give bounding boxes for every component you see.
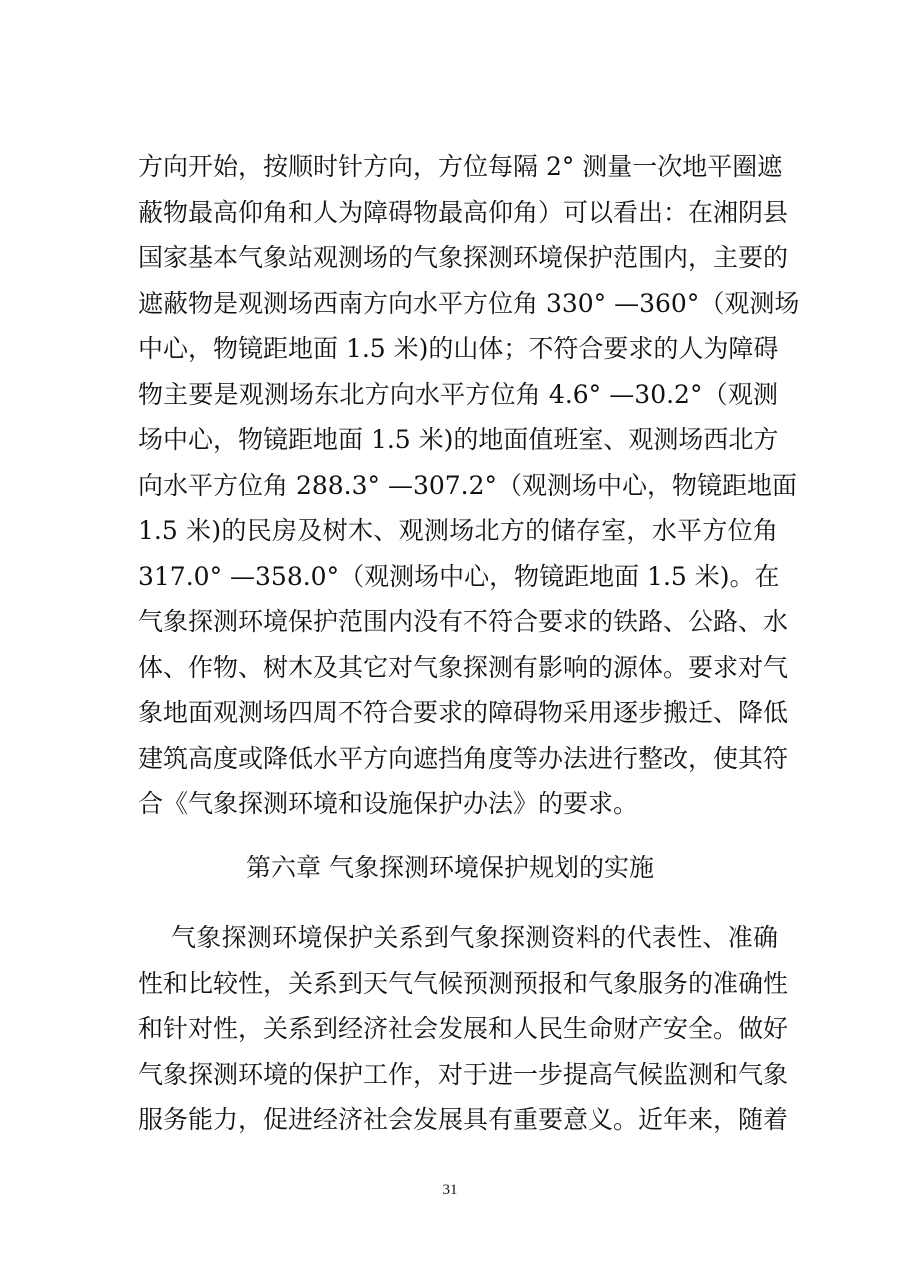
paragraph-line: 体、作物、树木及其它对气象探测有影响的源体。要求对气 (138, 652, 789, 682)
paragraph-line: 物主要是观测场东北方向水平方位角 4.6° —30.2°（观测 (138, 379, 778, 409)
paragraph-line: 遮蔽物是观测场西南方向水平方位角 330° —360°（观测场 (138, 288, 800, 318)
paragraph-line: 气象探测环境的保护工作，对于进一步提高气候监测和气象 (138, 1059, 789, 1089)
paragraph-line: 向水平方位角 288.3° —307.2°（观测场中心，物镜距地面 (138, 470, 798, 500)
paragraph-line: 气象探测环境保护范围内没有不符合要求的铁路、公路、水 (138, 607, 789, 636)
paragraph-line: 和针对性，关系到经济社会发展和人民生命财产安全。做好 (138, 1014, 789, 1043)
paragraph-line: 蔽物最高仰角和人为障碍物最高仰角）可以看出：在湘阴县 (138, 197, 789, 227)
page-number: 31 (442, 1182, 458, 1198)
paragraph-line: 象地面观测场四周不符合要求的障碍物采用逐步搬迁、降低 (138, 698, 789, 727)
body-paragraph-1 (138, 144, 800, 827)
paragraph-line: 1.5 米)的民房及树木、观测场北方的储存室，水平方位角 (138, 516, 778, 545)
chapter-heading: 第六章 气象探测环境保护规划的实施 (246, 853, 654, 882)
body-paragraph-2 (138, 915, 789, 1143)
paragraph-line: 方向开始，按顺时针方向，方位每隔 2° 测量一次地平圈遮 (138, 152, 783, 181)
paragraph-line: 服务能力，促进经济社会发展具有重要意义。近年来，随着 (138, 1105, 789, 1134)
paragraph-line: 国家基本气象站观测场的气象探测环境保护范围内，主要的 (138, 243, 789, 272)
paragraph-line: 中心，物镜距地面 1.5 米)的山体；不符合要求的人为障碍 (138, 334, 779, 363)
paragraph-line: 建筑高度或降低水平方向遮挡角度等办法进行整改，使其符 (138, 743, 789, 773)
paragraph-line: 性和比较性，关系到天气气候预测预报和气象服务的准确性 (138, 968, 789, 998)
paragraph-line: 317.0° —358.0°（观测场中心，物镜距地面 1.5 米)。在 (138, 561, 780, 591)
paragraph-line-last: 合《气象探测环境和设施保护办法》的要求。 (138, 789, 639, 818)
paragraph-line: 气象探测环境保护关系到气象探测资料的代表性、准确 (138, 923, 778, 952)
paragraph-line: 场中心，物镜距地面 1.5 米)的地面值班室、观测场西北方 (138, 425, 779, 454)
